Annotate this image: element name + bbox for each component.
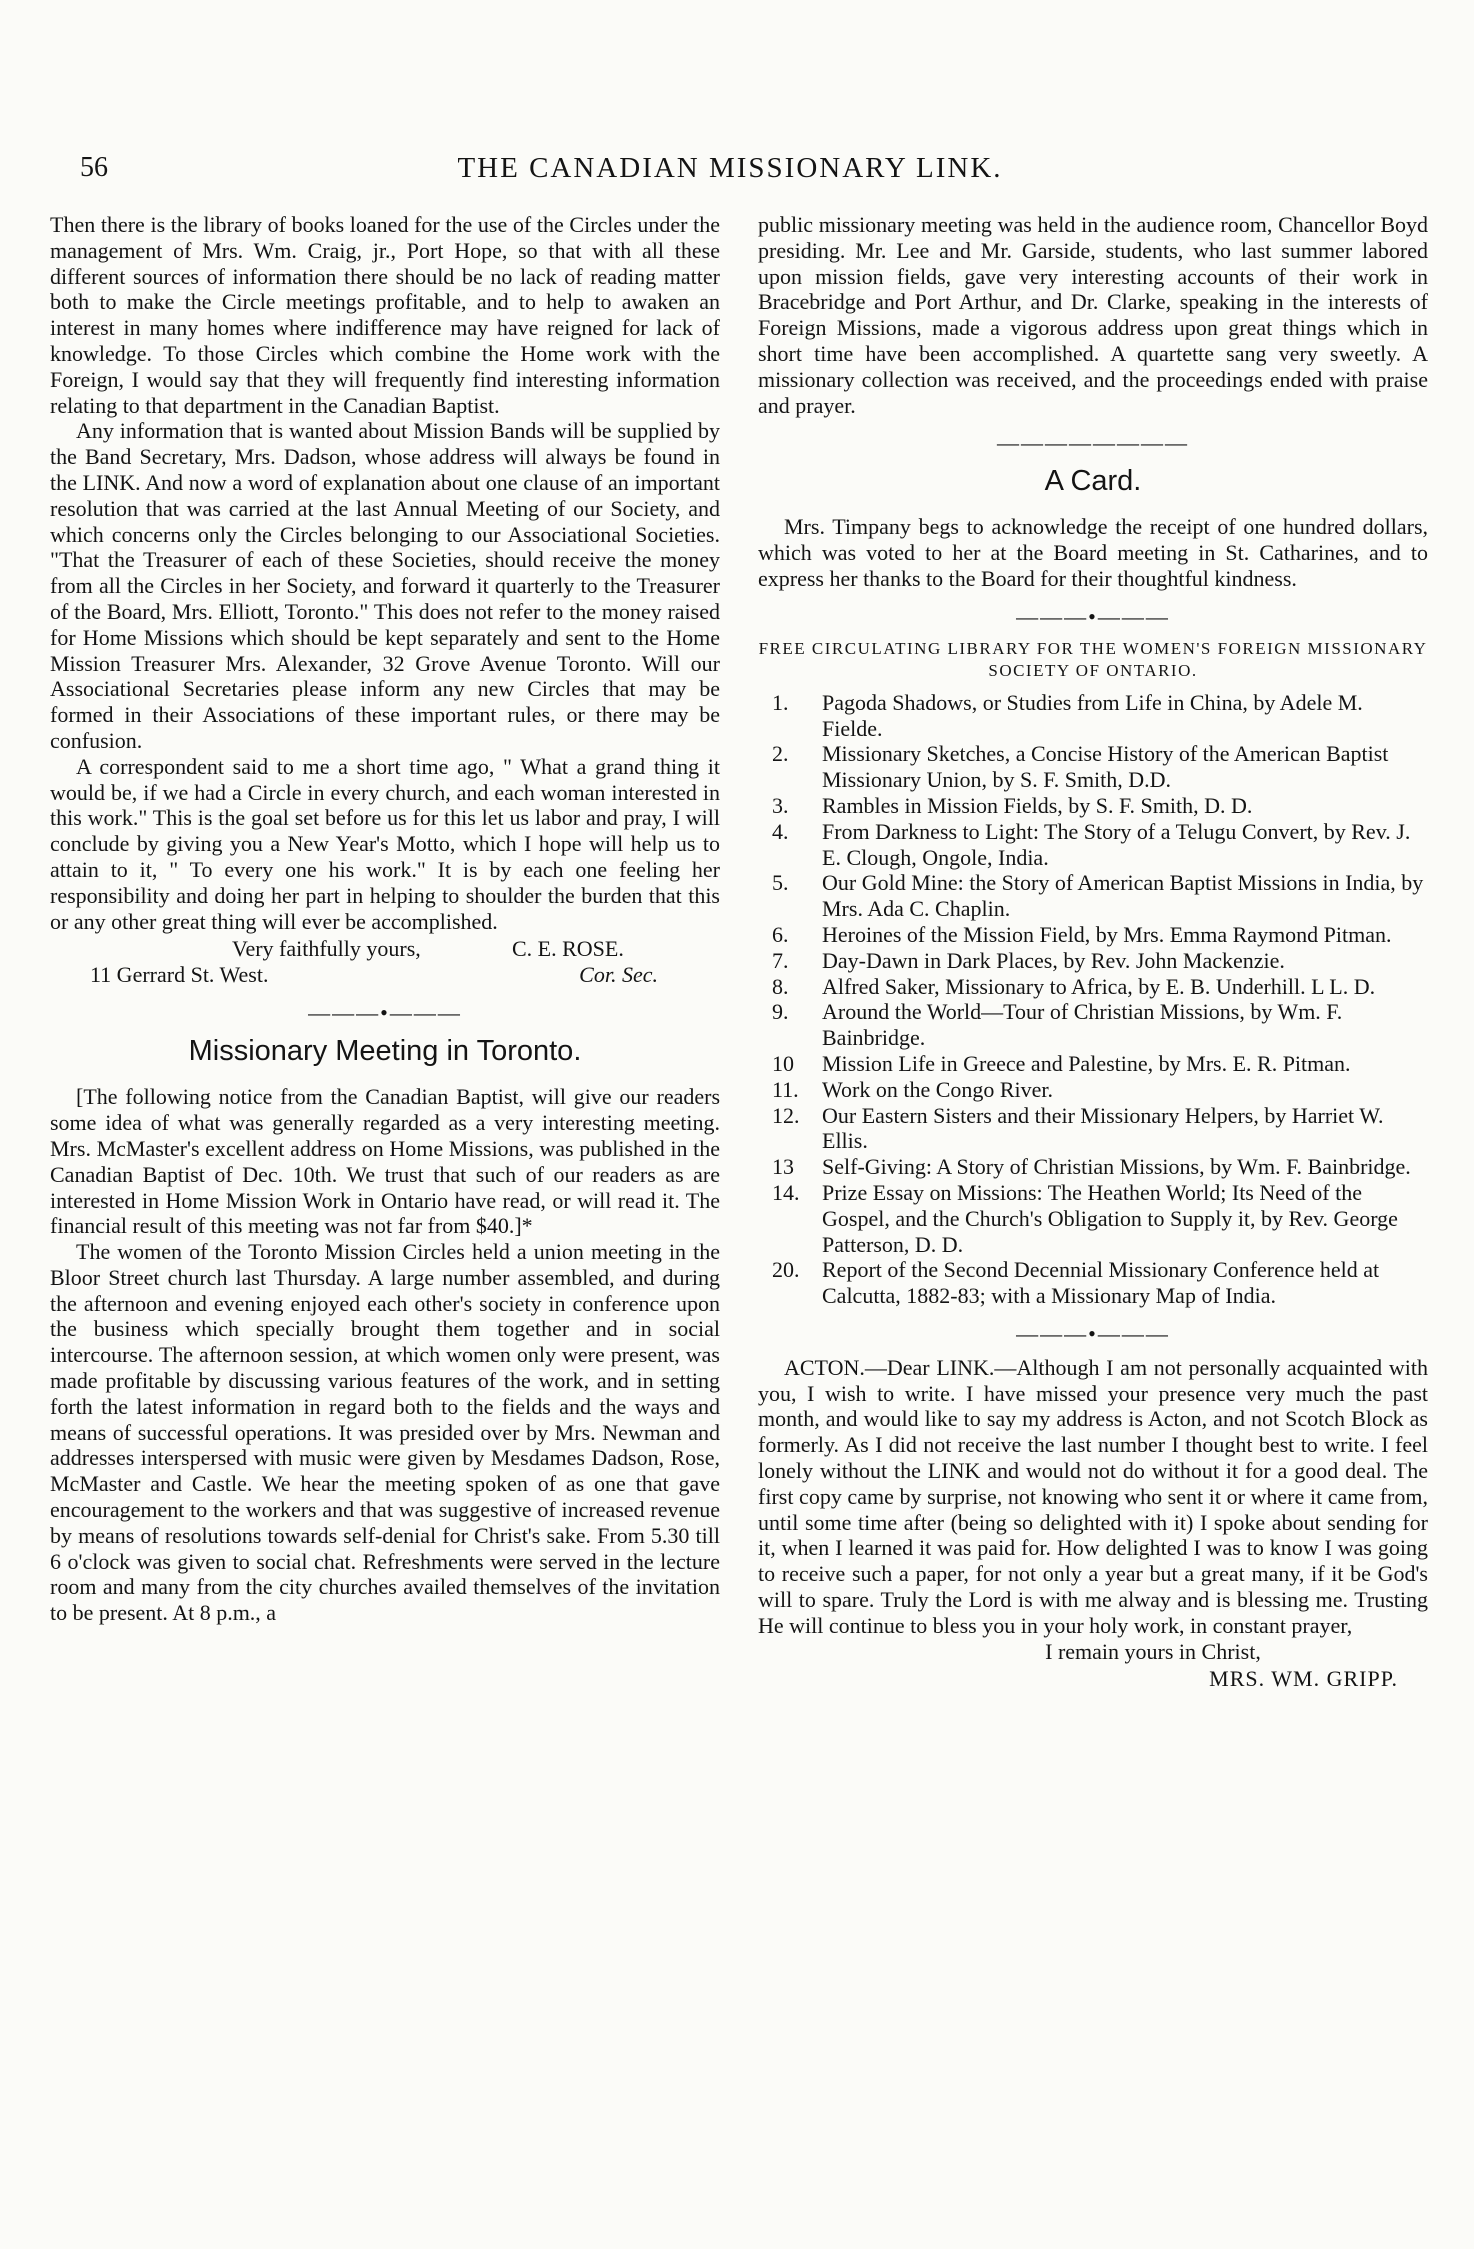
list-item — [758, 1154, 1428, 1180]
journal-title: THE CANADIAN MISSIONARY LINK. — [457, 152, 1003, 184]
list-item — [758, 793, 1428, 819]
list-item-number: 11. — [772, 1076, 799, 1102]
list-item-number: 10 — [772, 1050, 794, 1076]
meeting-report-paragraph: The women of the Toronto Mission Circles held a union meeting in the Bloor Street church last Thursday. A large number assembled, and during the afternoon and evening enjoyed each other's society in conference upon the business which specially brought them together and in social intercourse. The afternoon session, at which women only were present, was made profitable by discussing various features of the work, and in setting forth the latest information in regard both to the fields and the ways and means of successful operations. It was presided over by Mrs. Newman and addresses interspersed with music were given by Mesdames Dadson, Rose, McMaster and Castle. We hear the meeting spoken of as one that gave encouragement to the workers and that was suggestive of increased revenue by means of resolutions towards self-denial for Christ's sake. From 5.30 till 6 o'clock was given to social chat. Refreshments were served in the lecture room and many from the city churches availed themselves of the invitation to be present. At 8 p.m., a — [50, 1239, 720, 1626]
list-item-number: 3. — [772, 792, 789, 818]
acton-letter-body: ACTON.—Dear LINK.—Although I am not personally acquainted with you, I wish to write. I have missed your presence very much the past month, and would like to say my address is Acton, and not Scotch Block as formerly. As I did not receive the last number I thought best to write. I feel lonely without the LINK and would not do without it for a good deal. The first copy came by surprise, not knowing who sent it or where it came from, until some time after (being so delighted with it) I spoke about sending for it, when I learned it was paid for. How delighted I was to know I was going to receive such a paper, for not only a year but a great many, if it be God's will to spare. Truly the Lord is with me alway and is blessing me. Trusting He will continue to bless you in your holy work, in constant prayer, — [758, 1354, 1428, 1638]
list-item-text: Mission Life in Greece and Palestine, by Mrs. E. R. Pitman. — [822, 1050, 1351, 1076]
list-item-number: 7. — [772, 947, 789, 973]
list-item-text: Our Eastern Sisters and their Missionary Helpers, by Harriet W. Ellis. — [822, 1102, 1384, 1154]
left-column — [50, 212, 720, 1626]
letter-signoff — [50, 936, 720, 988]
list-item-number: 14. — [772, 1179, 800, 1205]
list-item-text: Around the World—Tour of Christian Missions, by Wm. F. Bainbridge. — [822, 999, 1343, 1051]
card-heading: A Card. — [1044, 465, 1142, 498]
list-item-text: Work on the Congo River. — [822, 1076, 1054, 1102]
library-heading: FREE CIRCULATING LIBRARY FOR THE WOMEN'S FOREIGN MISSIONARY SOCIETY OF ONTARIO. — [758, 638, 1428, 680]
divider-3: ———•——— — [1016, 1320, 1170, 1346]
signoff-title: Cor. Sec. — [579, 962, 658, 988]
signoff-closing: Very faithfully yours, — [232, 936, 421, 962]
list-item — [758, 1180, 1428, 1257]
list-item-text: From Darkness to Light: The Story of a Telugu Convert, by Rev. J. E. Clough, Ongole, India. — [822, 818, 1411, 870]
list-item-number: 6. — [772, 921, 789, 947]
list-item-text: Our Gold Mine: the Story of American Baptist Missions in India, by Mrs. Ada C. Chaplin. — [822, 870, 1424, 922]
list-item-text: Rambles in Mission Fields, by S. F. Smith, D. D. — [822, 792, 1253, 818]
list-item-number: 20. — [772, 1257, 800, 1283]
list-item — [758, 741, 1428, 793]
list-item-text: Report of the Second Decennial Missionary Conference held at Calcutta, 1882-83; with a Missionary Map of India. — [822, 1257, 1380, 1309]
list-item — [758, 999, 1428, 1051]
list-item-number: 12. — [772, 1102, 800, 1128]
list-item-text: Prize Essay on Missions: The Heathen World; Its Need of the Gospel, and the Church's Obligation to Supply it, by Rev. George Patterson, D. D. — [822, 1179, 1398, 1257]
acton-letter-closing: I remain yours in Christ, — [1045, 1638, 1261, 1664]
signoff-address: 11 Gerrard St. West. — [90, 962, 269, 988]
divider-1: ———————— — [997, 430, 1189, 456]
meeting-continuation-paragraph: public missionary meeting was held in the audience room, Chancellor Boyd presiding. Mr. Lee and Mr. Garside, students, who last summer labored upon mission fields, gave very interesting accounts of their work in Bracebridge and Port Arthur, and Dr. Clarke, speaking in the interests of Foreign Missions, made a vigorous address upon great things which in short time have been accomplished. A quartette sang very sweetly. A missionary collection was received, and the proceedings ended with praise and prayer. — [758, 212, 1428, 418]
list-item-number: 5. — [772, 870, 789, 896]
list-item-number: 4. — [772, 818, 789, 844]
right-column — [758, 212, 1428, 1692]
library-list — [758, 690, 1428, 1309]
mission-bands-paragraph: Any information that is wanted about Mission Bands will be supplied by the Band Secretary, Mrs. Dadson, whose address will always be found in the LINK. And now a word of explanation about one clause of an important resolution that was carried at the last Annual Meeting of our Society, and which concerns only the Circles belonging to our Associational Societies. "That the Treasurer of each of these Societies, should receive the money from all the Circles in her Society, and forward it quarterly to the Treasurer of the Board, Mrs. Elliott, Toronto." This does not refer to the money raised for Home Missions which should be kept separately and sent to the Home Mission Treasurer Mrs. Alexander, 32 Grove Avenue Toronto. Will our Associational Secretaries please inform any new Circles that may be formed in their Associations of these important rules, or there may be confusion. — [50, 418, 720, 753]
signoff-signature: C. E. ROSE. — [512, 936, 624, 962]
list-item-text: Missionary Sketches, a Concise History of the American Baptist Missionary Union, by S. F. Smith, D.D. — [822, 741, 1389, 793]
library-paragraph: Then there is the library of books loaned for the use of the Circles under the management of Mrs. Wm. Craig, jr., Port Hope, so that with all these different sources of information there should be no lack of reading matter both to make the Circle meetings profitable, and to help to awaken an interest in many homes where indifference may have reigned for lack of knowledge. To those Circles which combine the Home work with the Foreign, I would say that they will frequently find interesting information relating to that department in the Canadian Baptist. — [50, 212, 720, 418]
list-item — [758, 819, 1428, 871]
list-item-text: Day-Dawn in Dark Places, by Rev. John Mackenzie. — [822, 947, 1285, 973]
list-item — [758, 870, 1428, 922]
list-item — [758, 922, 1428, 948]
page-number: 56 — [80, 152, 108, 183]
list-item-number: 9. — [772, 999, 789, 1025]
list-item — [758, 948, 1428, 974]
list-item-text: Heroines of the Mission Field, by Mrs. Emma Raymond Pitman. — [822, 921, 1392, 947]
list-item-text: Self-Giving: A Story of Christian Missions, by Wm. F. Bainbridge. — [822, 1154, 1411, 1180]
list-item — [758, 690, 1428, 742]
list-item-number: 1. — [772, 689, 789, 715]
list-item-number: 8. — [772, 973, 789, 999]
list-item-text: Pagoda Shadows, or Studies from Life in China, by Adele M. Fielde. — [822, 689, 1363, 741]
list-item — [758, 1051, 1428, 1077]
list-item — [758, 1077, 1428, 1103]
list-item — [758, 1257, 1428, 1309]
page-header — [80, 152, 1380, 192]
correspondent-paragraph: A correspondent said to me a short time ago, " What a grand thing it would be, if we had a Circle in every church, and each woman interested in this work." This is the goal set before us for this let us labor and pray, I will conclude by giving you a New Year's Motto, which I hope will help us to attain to it, " To every one his work." It is by each one feeling her responsibility and doing her part in helping to shoulder the burden that this or any other great thing will ever be accomplished. — [50, 753, 720, 934]
section-heading-missionary-meeting: Missionary Meeting in Toronto. — [188, 1035, 582, 1068]
section-divider: ———•——— — [308, 1000, 462, 1026]
list-item-number: 13 — [772, 1154, 794, 1180]
acton-letter-signature: MRS. WM. GRIPP. — [1209, 1666, 1398, 1692]
list-item — [758, 1103, 1428, 1155]
card-text: Mrs. Timpany begs to acknowledge the receipt of one hundred dollars, which was voted to her at the Board meeting in St. Catharines, and to express her thanks to the Board for their thoughtful kindness. — [758, 514, 1428, 591]
list-item-text: Alfred Saker, Missionary to Africa, by E. B. Underhill. L L. D. — [822, 973, 1376, 999]
divider-2: ———•——— — [1016, 603, 1170, 629]
list-item — [758, 974, 1428, 1000]
meeting-notice-paragraph: [The following notice from the Canadian Baptist, will give our readers some idea of what was generally regarded as a very interesting meeting. Mrs. McMaster's excellent address on Home Missions, was published in the Canadian Baptist of Dec. 10th. We trust that such of our readers as are interested in Home Mission Work in Ontario have read, or will read it. The financial result of this meeting was not far from $40.]* — [50, 1084, 720, 1239]
list-item-number: 2. — [772, 741, 789, 767]
